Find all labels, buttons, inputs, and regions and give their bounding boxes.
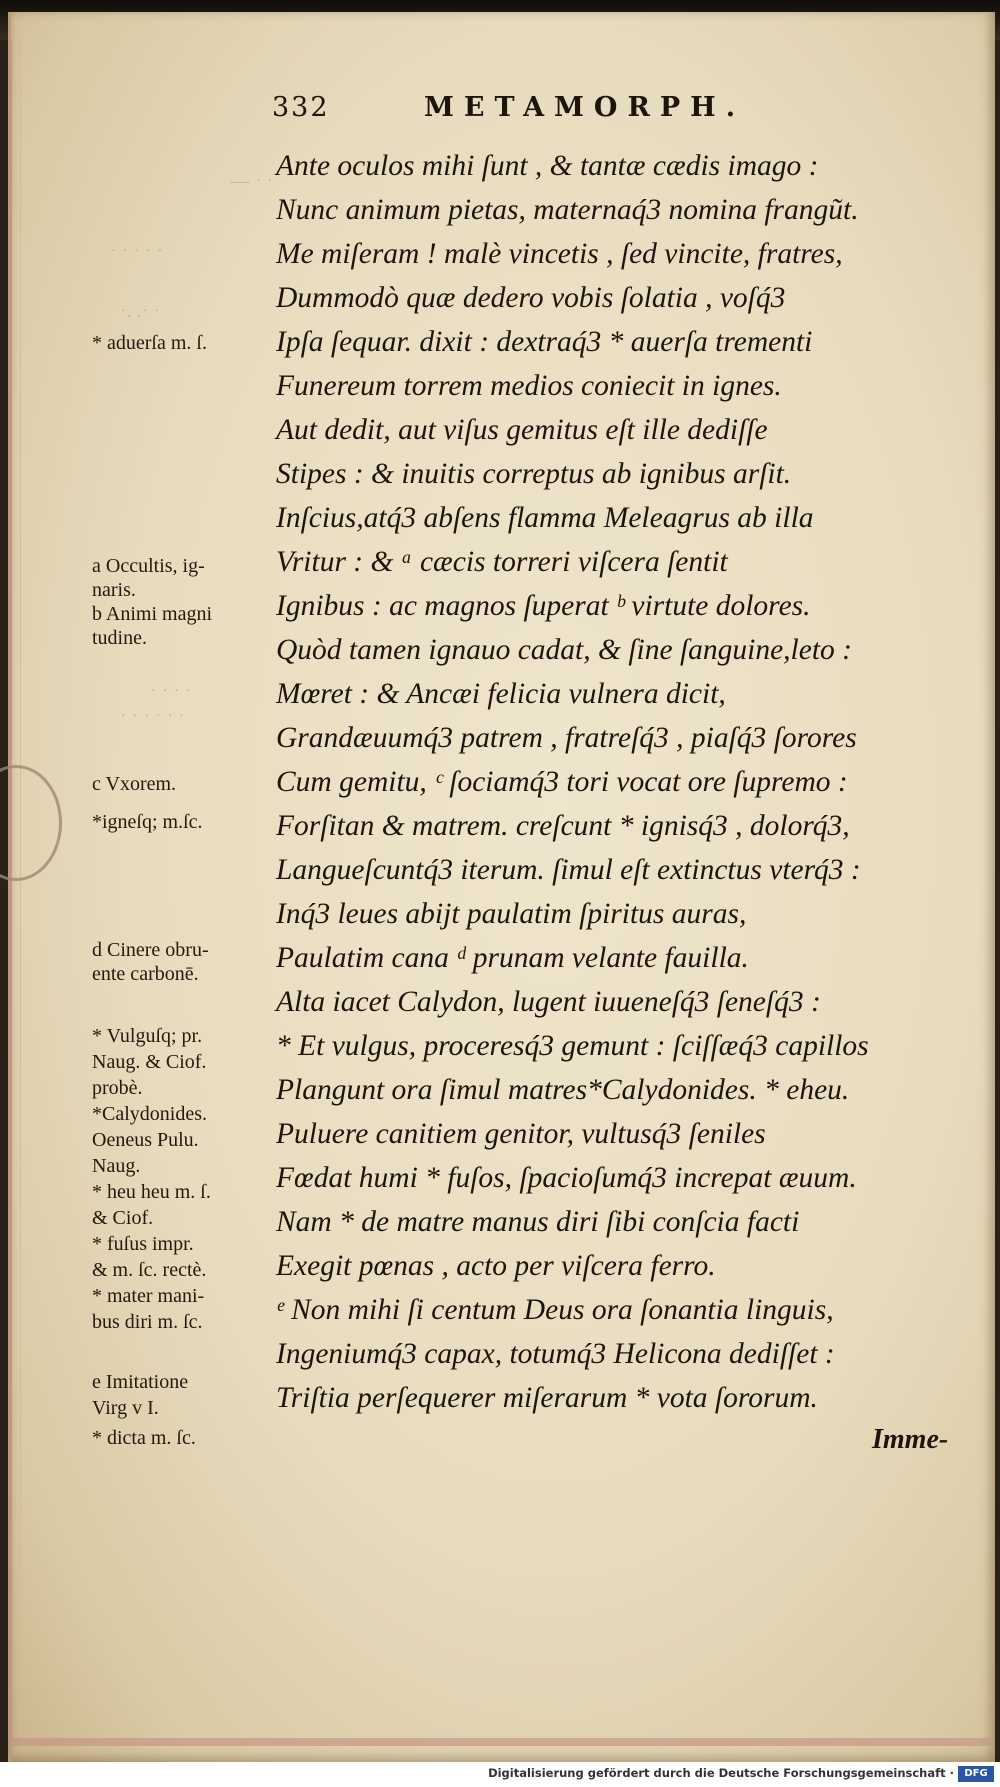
verse-line: Inq́3 leues abijt paulatim ſpiritus auras, (276, 898, 747, 930)
verse-line: Aut dedit, aut viſus gemitus eſt ille dediſſe (276, 414, 768, 446)
verse-line: Vritur : & ᵃ cæcis torreri viſcera ſentit (276, 546, 728, 578)
verse-line: Paulatim cana ᵈ prunam velante fauilla. (276, 942, 749, 974)
digitization-footer (0, 1762, 1000, 1787)
marginal-note: *igneſq; m.ſc. (92, 811, 203, 833)
verse-line: Mœret : & Ancæi felicia vulnera dicit, (276, 678, 726, 710)
verse-line: Cum gemitu, ᶜ ſociamq́3 tori vocat ore ſupremo : (276, 766, 848, 798)
marginal-note: Oeneus Pulu. (92, 1129, 199, 1151)
verse-line: Nunc animum pietas, maternaq́3 nomina frangũt. (276, 194, 859, 226)
marginal-note: b Animi magni (92, 603, 212, 625)
running-title: METAMORPH. (424, 92, 746, 123)
marginal-note: ente carbonē. (92, 963, 199, 985)
marginal-note: * aduerſa m. ſ. (92, 332, 207, 354)
bleed-through-mark: · · · · · (110, 240, 164, 262)
verse-line: Plangunt ora ſimul matres*Calydonides. * eheu. (276, 1074, 850, 1106)
catchword: Imme- (872, 1424, 949, 1455)
verse-line: Quòd tamen ignauo cadat, & ſine ſanguine,leto : (276, 634, 852, 666)
marginal-note: * mater mani- (92, 1285, 205, 1307)
verse-line: Puluere canitiem genitor, vultusq́3 ſeniles (276, 1118, 766, 1150)
bleed-through-mark: ·. .· · (120, 300, 160, 322)
marginal-note: & m. ſc. rectè. (92, 1259, 207, 1281)
marginal-note: * fuſus impr. (92, 1233, 194, 1255)
marginal-note: naris. (92, 579, 136, 601)
marginal-note: Virg v I. (92, 1397, 159, 1419)
verse-line: Ipſa ſequar. dixit : dextraq́3 * auerſa trementi (276, 326, 813, 358)
verse-line: Triſtia perſequerer miſerarum * vota ſororum. (276, 1382, 818, 1414)
marginal-note: a Occultis, ig- (92, 555, 205, 577)
bleed-through-mark: · · · · (150, 680, 192, 702)
verse-line: Me miſeram ! malè vincetis , ſed vincite, fratres, (276, 238, 843, 270)
marginal-note: Naug. (92, 1155, 141, 1177)
verse-line: Funereum torrem medios coniecit in ignes. (276, 370, 782, 402)
marginal-note: * heu heu m. ſ. (92, 1181, 211, 1203)
verse-line: Ignibus : ac magnos ſuperat ᵇ virtute dolores. (276, 590, 811, 622)
marginal-note: * dicta m. ſc. (92, 1427, 196, 1449)
verse-line: Inſcius,atq́3 abſens flamma Meleagrus ab illa (276, 502, 814, 534)
verse-line: Nam * de matre manus diri ſibi conſcia facti (276, 1206, 800, 1238)
verse-line: Ingeniumq́3 capax, totumq́3 Helicona dediſſet : (276, 1338, 835, 1370)
verse-line: Exegit pœnas , acto per viſcera ferro. (276, 1250, 716, 1282)
page-stack-edge (10, 40, 21, 1740)
page-bottom-edge (12, 1738, 990, 1746)
verse-line: Forſitan & matrem. creſcunt * ignisq́3 , dolorq́3, (276, 810, 850, 842)
marginal-note: probè. (92, 1077, 143, 1099)
marginal-note: tudine. (92, 627, 147, 649)
verse-line: Ante oculos mihi ſunt , & tantæ cædis imago : (276, 150, 819, 182)
marginal-note: d Cinere obru- (92, 939, 209, 961)
page-number: 332 (272, 92, 330, 123)
verse-line: Alta iacet Calydon, lugent iuueneſq́3 ſeneſq́3 : (276, 986, 821, 1018)
verse-line: Grandæuumq́3 patrem , fratreſq́3 , piaſq́3 ſorores (276, 722, 857, 754)
marginal-note: c Vxorem. (92, 773, 177, 795)
verse-line: Stipes : & inuitis correptus ab ignibus arſit. (276, 458, 792, 490)
verse-line: Fœdat humi * fuſos, ſpacioſumq́3 increpat æuum. (276, 1162, 857, 1194)
verse-line: Dummodò quæ dedero vobis ſolatia , voſq́3 (276, 282, 786, 314)
dfg-logo-icon: DFG (958, 1766, 994, 1782)
verse-line: * Et vulgus, proceresq́3 gemunt : ſciſſæq́3 capillos (276, 1030, 869, 1062)
bleed-through-mark: — · · (230, 170, 274, 192)
marginal-note: & Ciof. (92, 1207, 154, 1229)
verse-line: ᵉ Non mihi ſi centum Deus ora ſonantia linguis, (276, 1294, 834, 1326)
running-header (272, 92, 792, 132)
bleed-through-mark: · · · · · · (120, 705, 185, 727)
marginal-note: e Imitatione (92, 1371, 189, 1393)
marginal-note: Naug. & Ciof. (92, 1051, 207, 1073)
marginal-note: bus diri m. ſc. (92, 1311, 203, 1333)
verse-line: Langueſcuntq́3 iterum. ſimul eſt extinctus vterq́3 : (276, 854, 861, 886)
marginal-note: * Vulguſq; pr. (92, 1025, 203, 1047)
footer-credit: Digitalisierung gefördert durch die Deutsche Forschungsgemeinschaft · (488, 1766, 954, 1780)
marginal-note: *Calydonides. (92, 1103, 207, 1125)
